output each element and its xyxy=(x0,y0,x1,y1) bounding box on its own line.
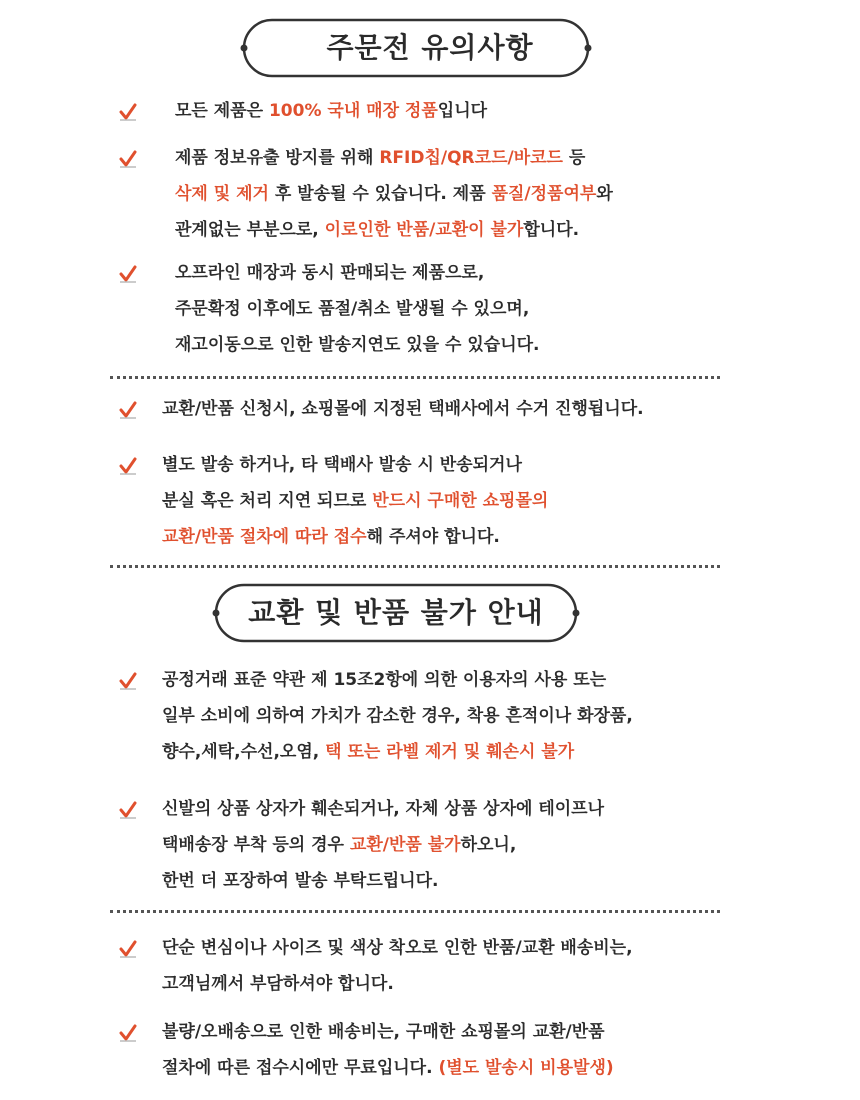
checkmark-icon xyxy=(118,939,138,959)
highlight-text: 이로인한 반품/교환이 불가 xyxy=(324,220,524,240)
section-title-1: 주문전 유의사항 xyxy=(326,31,534,64)
checkmark-icon xyxy=(118,264,138,284)
checkmark-icon xyxy=(118,102,138,122)
item-line xyxy=(162,1021,605,1043)
text-segment: 주문확정 이후에도 품절/취소 발생될 수 있으며, xyxy=(175,299,530,319)
text-segment: 합니다. xyxy=(523,220,580,240)
item-line xyxy=(162,973,394,995)
section-title-banner-2 xyxy=(0,583,860,643)
item-line xyxy=(162,798,604,820)
text-segment: 불량/오배송으로 인한 배송비는, 구매한 쇼핑몰의 교환/반품 xyxy=(162,1022,605,1042)
text-segment: 별도 발송 하거나, 타 택배사 발송 시 반송되거나 xyxy=(162,455,522,475)
text-segment: 오프라인 매장과 동시 판매되는 제품으로, xyxy=(175,263,485,283)
text-segment: 제품 정보유출 방지를 위해 xyxy=(175,148,380,168)
highlight-text: 품질/정품여부 xyxy=(491,184,597,204)
item-line xyxy=(162,526,500,548)
checkmark-icon xyxy=(118,1023,138,1043)
item-line xyxy=(175,183,613,205)
item-line xyxy=(162,705,633,727)
highlight-text: 100% 국내 매장 정품 xyxy=(268,101,438,121)
highlight-text: 택 또는 라벨 제거 및 훼손시 불가 xyxy=(325,742,575,762)
item-line xyxy=(175,262,484,284)
item-line xyxy=(162,490,548,512)
checkmark-icon xyxy=(118,400,138,420)
item-line xyxy=(162,870,438,892)
text-segment: 분실 혹은 처리 지연 되므로 xyxy=(162,491,373,511)
text-segment: 공정거래 표준 약관 제 15조2항에 의한 이용자의 사용 또는 xyxy=(162,670,607,690)
text-segment: 재고이동으로 인한 발송지연도 있을 수 있습니다. xyxy=(175,335,540,355)
highlight-text: 교환/반품 절차에 따라 접수 xyxy=(162,527,367,547)
section-title-2: 교환 및 반품 불가 안내 xyxy=(248,596,544,629)
section-title-banner-1 xyxy=(0,18,860,78)
item-line xyxy=(162,1057,614,1079)
text-segment: 해 주셔야 합니다. xyxy=(366,527,500,547)
text-segment: 한번 더 포장하여 발송 부탁드립니다. xyxy=(162,871,439,891)
dotted-divider-2 xyxy=(110,565,720,568)
item-line xyxy=(175,100,487,122)
text-segment: 관계없는 부분으로, xyxy=(175,220,325,240)
text-segment: 후 발송될 수 있습니다. 제품 xyxy=(268,184,492,204)
item-line xyxy=(162,454,522,476)
item-line xyxy=(162,834,516,856)
highlight-text: 교환/반품 불가 xyxy=(349,835,461,855)
dotted-divider-1 xyxy=(110,376,720,379)
text-segment: 모든 제품은 xyxy=(175,101,269,121)
text-segment: 택배송장 부착 등의 경우 xyxy=(162,835,350,855)
text-segment: 등 xyxy=(562,148,586,168)
checkmark-icon xyxy=(118,456,138,476)
item-line xyxy=(175,298,529,320)
text-segment: 향수,세탁,수선,오염, xyxy=(162,742,326,762)
dotted-divider-3 xyxy=(110,910,720,913)
text-segment: 고객님께서 부담하셔야 합니다. xyxy=(162,974,394,994)
item-line xyxy=(175,219,579,241)
highlight-text: RFID칩/QR코드/바코드 xyxy=(379,148,563,168)
item-line xyxy=(162,741,574,763)
text-segment: 하오니, xyxy=(460,835,517,855)
text-segment: 입니다 xyxy=(437,101,488,121)
checkmark-icon xyxy=(118,149,138,169)
text-segment: 교환/반품 신청시, 쇼핑몰에 지정된 택배사에서 수거 진행됩니다. xyxy=(162,399,644,419)
item-line xyxy=(162,398,644,420)
checkmark-icon xyxy=(118,800,138,820)
highlight-text: 반드시 구매한 쇼핑몰의 xyxy=(372,491,549,511)
item-line xyxy=(162,937,633,959)
checkmark-icon xyxy=(118,671,138,691)
item-line xyxy=(162,669,606,691)
text-segment: 신발의 상품 상자가 훼손되거나, 자체 상품 상자에 테이프나 xyxy=(162,799,605,819)
text-segment: 단순 변심이나 사이즈 및 색상 착오로 인한 반품/교환 배송비는, xyxy=(162,938,633,958)
item-line xyxy=(175,147,585,169)
highlight-text: (별도 발송시 비용발생) xyxy=(438,1058,614,1078)
highlight-text: 삭제 및 제거 xyxy=(175,184,269,204)
text-segment: 절차에 따른 접수시에만 무료입니다. xyxy=(162,1058,439,1078)
item-line xyxy=(175,334,540,356)
text-segment: 일부 소비에 의하여 가치가 감소한 경우, 착용 흔적이나 화장품, xyxy=(162,706,633,726)
text-segment: 와 xyxy=(596,184,613,204)
